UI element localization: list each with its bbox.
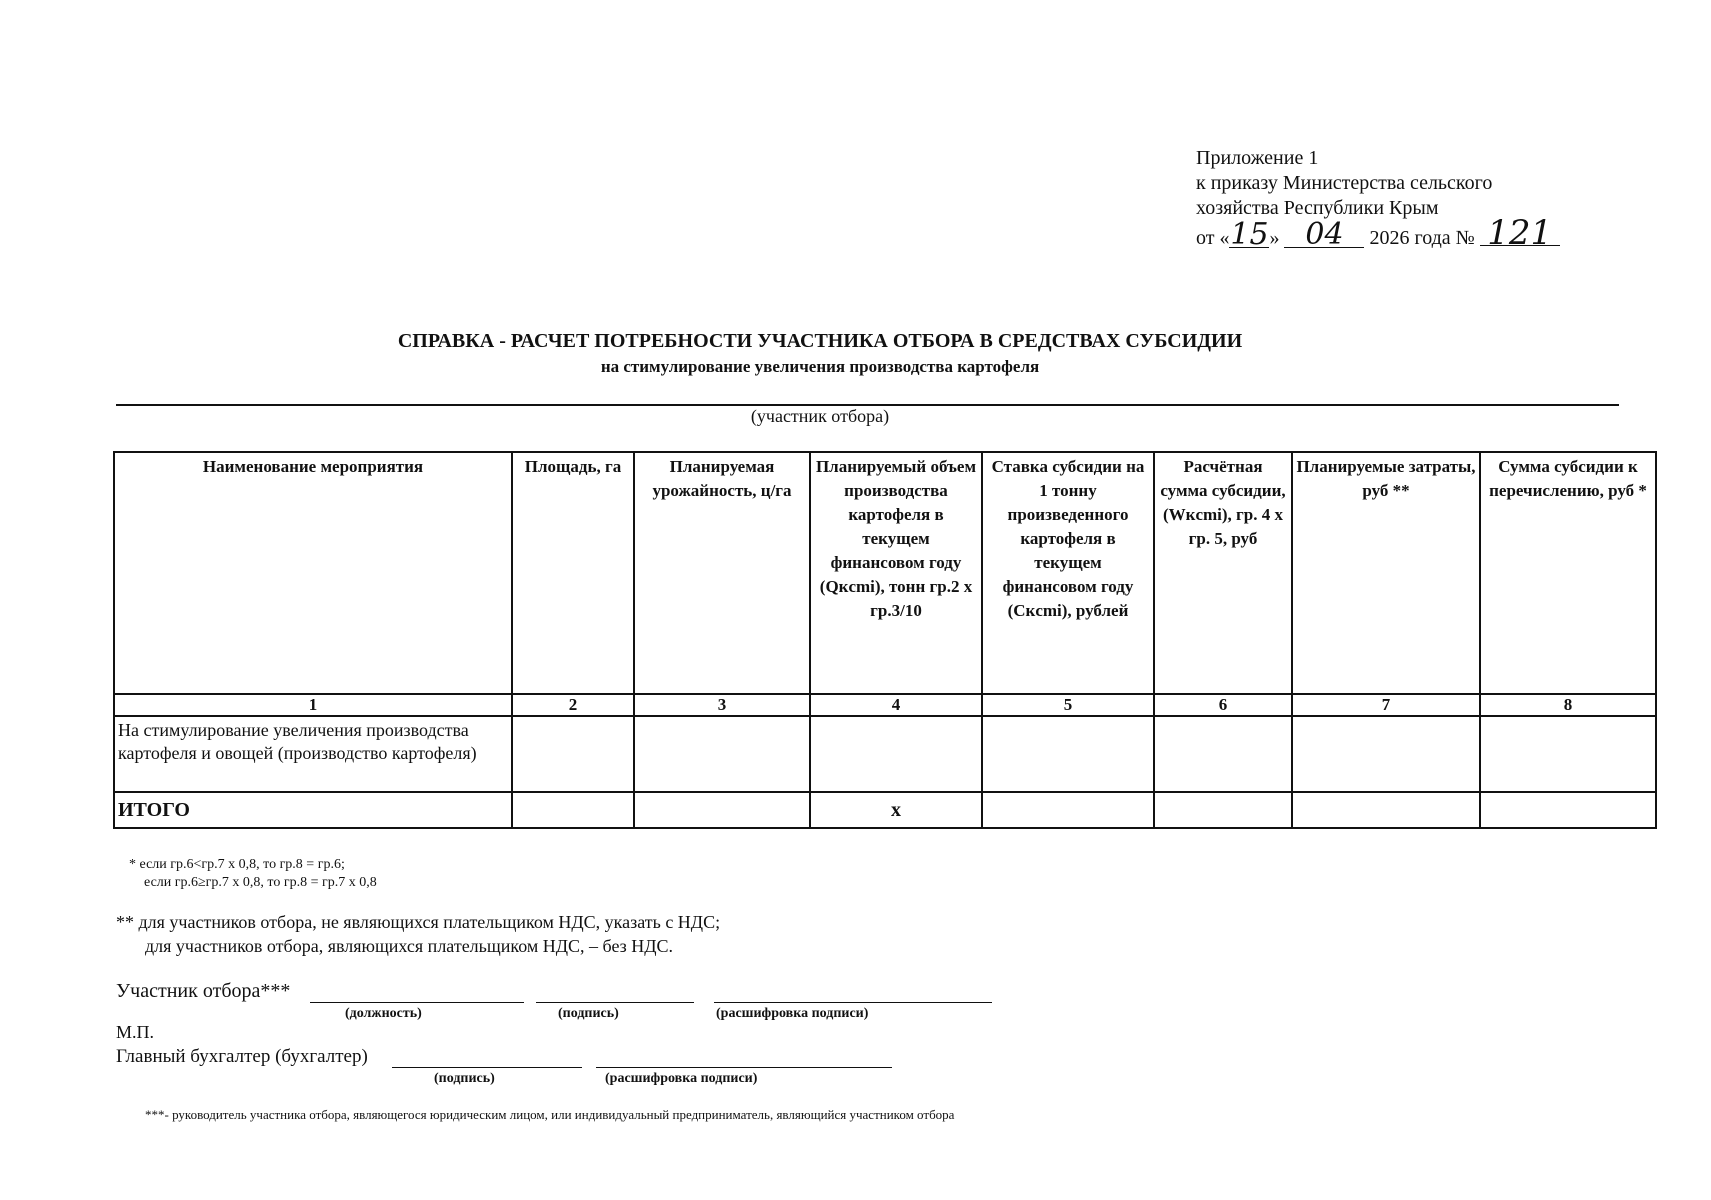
table-cell xyxy=(512,792,634,828)
footnote-line: * если гр.6<гр.7 х 0,8, то гр.8 = гр.6; xyxy=(129,857,345,872)
position-line xyxy=(310,1002,524,1003)
table-cell xyxy=(982,716,1154,792)
table-cell xyxy=(512,716,634,792)
participant-signature-label: Участник отбора*** xyxy=(116,980,291,1002)
signature-decoding-line xyxy=(714,1002,992,1003)
table-cell xyxy=(1292,792,1480,828)
table-cell xyxy=(1292,716,1480,792)
accountant-signature-line xyxy=(392,1067,582,1068)
header-cell: Планируемая урожайность, ц/га xyxy=(634,452,810,694)
signature-decoding-caption: (расшифровка подписи) xyxy=(716,1006,869,1021)
subsidy-table xyxy=(113,451,1657,829)
header-cell: Расчётная сумма субсидии, (Wкcmi), гр. 4 х гр. 5, руб xyxy=(1154,452,1292,694)
annex-line-1: Приложение 1 xyxy=(1196,147,1319,169)
annex-block xyxy=(1196,146,1560,251)
column-number: 8 xyxy=(1480,694,1656,716)
table-cell xyxy=(1154,716,1292,792)
document-title: СПРАВКА - РАСЧЕТ ПОТРЕБНОСТИ УЧАСТНИКА ОТБОРА В СРЕДСТВАХ СУБСИДИИ xyxy=(397,330,1243,352)
annex-day: 15 xyxy=(1230,217,1269,252)
total-row xyxy=(114,792,1656,828)
footnote-single-star xyxy=(129,856,377,892)
footnote-triple-star: ***- руководитель участника отбора, являющегося юридическим лицом, или индивидуальный предприниматель, являющийся участником отбора xyxy=(145,1107,955,1122)
header-cell: Наименование мероприятия xyxy=(114,452,512,694)
participant-caption: (участник отбора) xyxy=(750,406,890,426)
table-row xyxy=(114,716,1656,792)
column-number: 3 xyxy=(634,694,810,716)
annex-date-line xyxy=(1196,213,1560,253)
header-cell: Ставка субсидии на 1 тонну произведенного картофеля в текущем финансовом году (Скcmi), рублей xyxy=(982,452,1154,694)
annex-month: 04 xyxy=(1284,223,1364,248)
annex-number: 121 xyxy=(1480,221,1560,246)
annex-date-prefix: от « xyxy=(1196,227,1230,249)
table-cell xyxy=(1480,792,1656,828)
footnote-line: для участников отбора, являющихся плательщиком НДС, – без НДС. xyxy=(145,936,674,956)
column-number: 4 xyxy=(810,694,982,716)
header-cell: Планируемый объем производства картофеля в текущем финансовом году (Qкcmi), тонн гр.2 х гр.3/10 xyxy=(810,452,982,694)
column-number: 6 xyxy=(1154,694,1292,716)
signature-line xyxy=(536,1002,694,1003)
accountant-decoding-line xyxy=(596,1067,892,1068)
footnote-line: если гр.6≥гр.7 х 0,8, то гр.8 = гр.7 х 0,8 xyxy=(144,875,377,890)
footnote-line: ** для участников отбора, не являющихся плательщиком НДС, указать с НДС; xyxy=(116,912,721,932)
table-cell xyxy=(1480,716,1656,792)
table-cell xyxy=(810,716,982,792)
total-label: ИТОГО xyxy=(114,792,512,828)
column-number: 2 xyxy=(512,694,634,716)
accountant-decoding-caption: (расшифровка подписи) xyxy=(605,1071,758,1086)
column-number-row xyxy=(114,694,1656,716)
annex-date-mid: » xyxy=(1269,227,1280,249)
table-cell xyxy=(634,792,810,828)
table-cell xyxy=(982,792,1154,828)
accountant-signature-label: Главный бухгалтер (бухгалтер) xyxy=(116,1046,368,1067)
column-number: 5 xyxy=(982,694,1154,716)
position-caption: (должность) xyxy=(345,1006,422,1021)
total-cell-x: х xyxy=(810,792,982,828)
stamp-place-label: М.П. xyxy=(116,1022,155,1042)
document-subtitle: на стимулирование увеличения производства картофеля xyxy=(600,357,1040,376)
footnote-double-star xyxy=(116,910,720,958)
signature-caption: (подпись) xyxy=(558,1006,619,1021)
header-cell: Сумма субсидии к перечислению, руб * xyxy=(1480,452,1656,694)
header-row xyxy=(114,452,1656,694)
table-cell xyxy=(634,716,810,792)
header-cell: Планируемые затраты, руб ** xyxy=(1292,452,1480,694)
annex-line-2: к приказу Министерства сельского xyxy=(1196,172,1493,194)
annex-year-text: 2026 года № xyxy=(1369,227,1475,249)
annex-line-3: хозяйства Республики Крым xyxy=(1196,197,1439,219)
measure-name-cell: На стимулирование увеличения производства картофеля и овощей (производство картофеля) xyxy=(114,716,512,792)
column-number: 7 xyxy=(1292,694,1480,716)
header-cell: Площадь, га xyxy=(512,452,634,694)
column-number: 1 xyxy=(114,694,512,716)
accountant-signature-caption: (подпись) xyxy=(434,1071,495,1086)
table-cell xyxy=(1154,792,1292,828)
